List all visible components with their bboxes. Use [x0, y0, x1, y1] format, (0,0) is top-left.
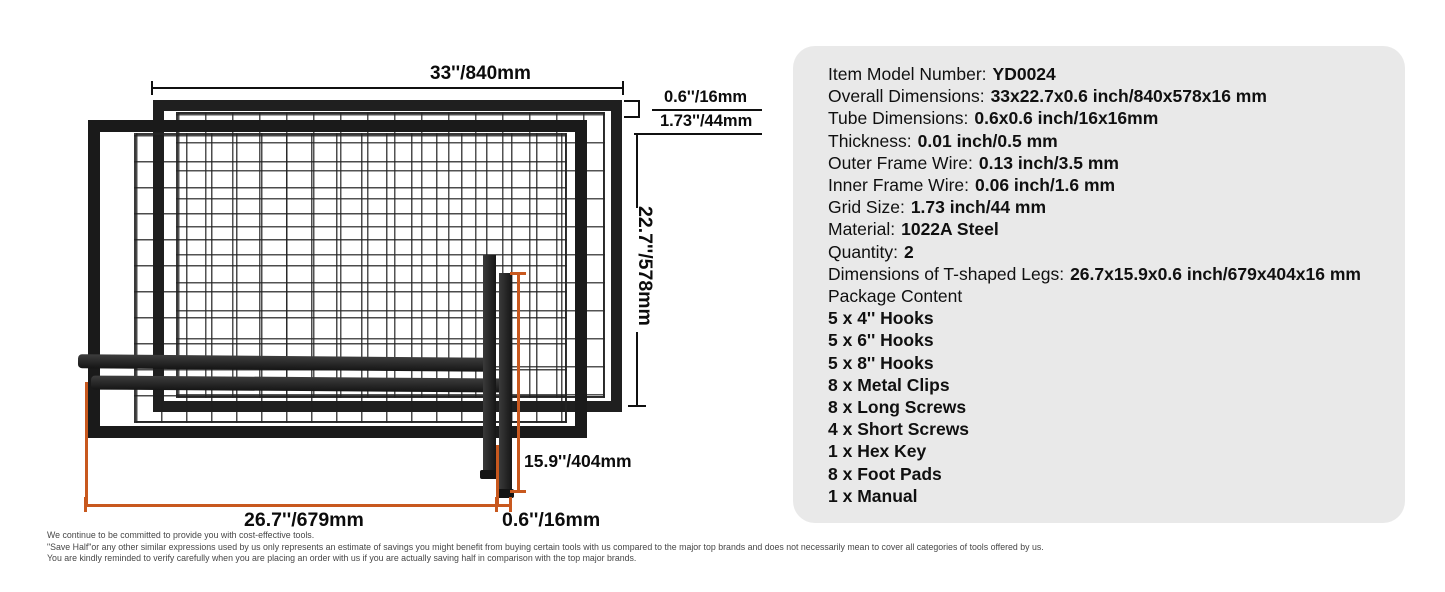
spec-row: Item Model Number: YD0024: [828, 64, 1056, 84]
package-item: 8 x Metal Clips: [828, 374, 950, 395]
package-content-title: Package Content: [828, 286, 963, 307]
leg-length-tick: [84, 497, 87, 512]
spec-row: Tube Dimensions: 0.6x0.6 inch/16x16mm: [828, 108, 1159, 129]
package-item: 1 x Manual: [828, 485, 918, 506]
disclaimer-line: We continue to be committed to provide you with cost-effective tools.: [47, 530, 315, 540]
leg-length-label: 26.7''/679mm: [244, 509, 364, 531]
dimension-tick: [622, 81, 624, 95]
leg-height-tick-bottom: [510, 490, 526, 493]
bracket-connector: [638, 100, 640, 118]
leg-length-extension-left: [85, 382, 88, 507]
leg-tube-label: 0.6''/16mm: [502, 509, 601, 531]
dimension-tick: [151, 81, 153, 95]
leg-height-tick-top: [510, 272, 526, 275]
t-leg-cross-bar-1: [483, 255, 496, 477]
separator-line-2: [634, 133, 762, 135]
t-leg-long-bar-2: [91, 376, 507, 393]
disclaimer-line: You are kindly reminded to verify carefully when you are placing an order with us if you are actually saving half in comparison with the top major brands.: [47, 553, 637, 564]
spec-row: Outer Frame Wire: 0.13 inch/3.5 mm: [828, 152, 1119, 173]
dimension-line-width: [152, 87, 624, 89]
spec-row: Material: 1022A Steel: [828, 219, 999, 240]
dimension-tick: [628, 405, 646, 407]
package-item: 5 x 6'' Hooks: [828, 330, 934, 351]
width-dimension-label: 33''/840mm: [430, 63, 531, 84]
spec-row: Overall Dimensions: 33x22.7x0.6 inch/840x578x16 mm: [828, 86, 1267, 107]
tube-height-label: 0.6''/16mm: [664, 88, 748, 106]
leg-length-tick: [495, 497, 498, 512]
grid-size-label: 1.73''/44mm: [660, 112, 753, 130]
dimension-line-height-lower: [636, 332, 638, 406]
t-leg-cross-bar-2: [499, 273, 512, 494]
spec-row: Thickness: 0.01 inch/0.5 mm: [828, 130, 1058, 151]
disclaimer-text: [47, 530, 1197, 565]
spec-row: Dimensions of T-shaped Legs: 26.7x15.9x0.6 inch/679x404x16 mm: [828, 263, 1361, 284]
separator-line-1: [652, 109, 762, 111]
disclaimer-line: "Save Half"or any other similar expressions used by us only represents an estimate of savings you might benefit from buying certain tools with us compared to the major top brands and does not necessarily mean to cover all categories of tools offered by us.: [47, 541, 1044, 552]
dimension-line-height-upper: [636, 134, 638, 208]
package-item: 5 x 8'' Hooks: [828, 352, 934, 373]
spec-row: Grid Size: 1.73 inch/44 mm: [828, 197, 1047, 218]
package-item: 8 x Foot Pads: [828, 463, 942, 484]
spec-panel: [793, 46, 1405, 523]
spec-row: Inner Frame Wire: 0.06 inch/1.6 mm: [828, 175, 1116, 196]
package-item: 5 x 4'' Hooks: [828, 308, 934, 329]
package-item: 1 x Hex Key: [828, 441, 927, 462]
leg-height-line: [517, 273, 520, 492]
spec-row: Quantity: 2: [828, 241, 914, 262]
package-item: 4 x Short Screws: [828, 419, 970, 440]
leg-height-label: 15.9''/404mm: [524, 451, 632, 471]
leg-length-line: [85, 504, 512, 507]
package-item: 8 x Long Screws: [828, 397, 967, 418]
panel-height-label: 22.7''/578mm: [634, 206, 656, 326]
